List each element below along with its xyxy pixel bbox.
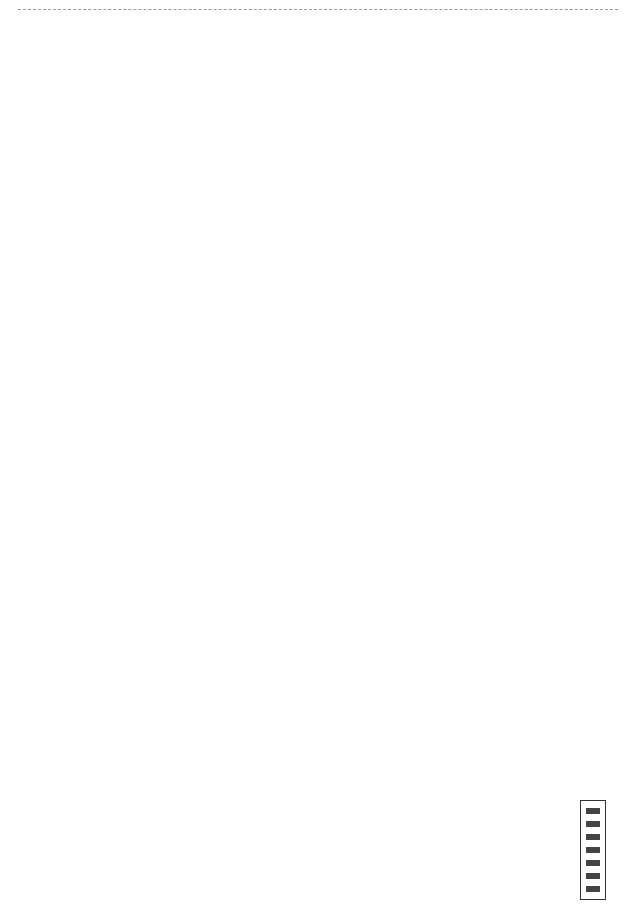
- document-registration-stamp: [592, 790, 612, 900]
